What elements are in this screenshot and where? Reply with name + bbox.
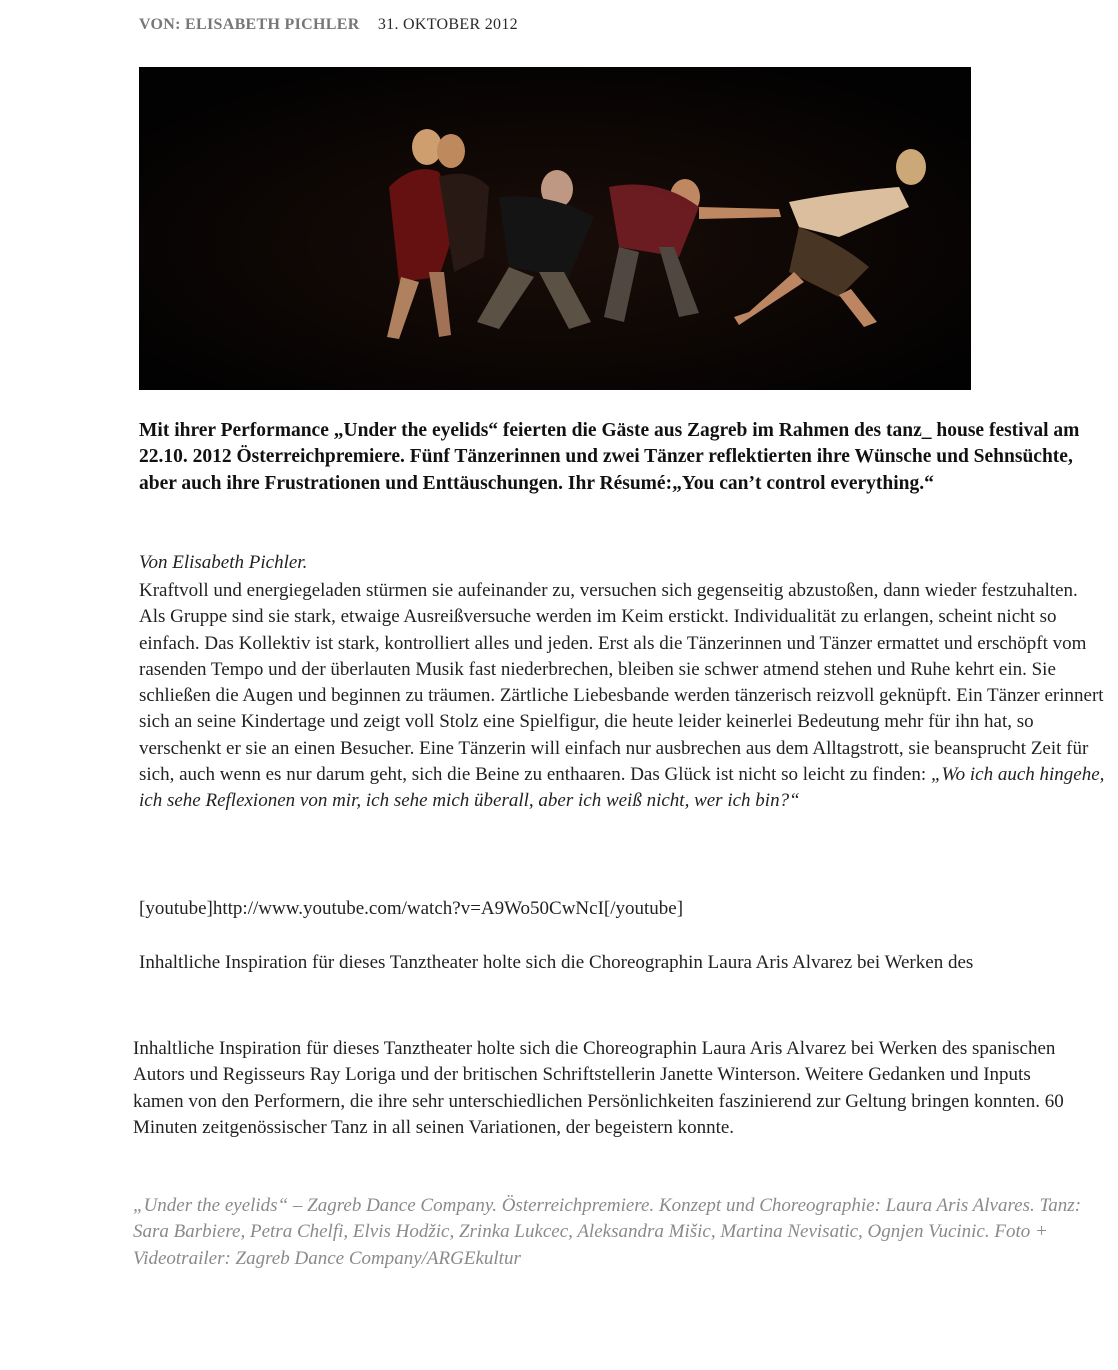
article-byline: Von Elisabeth Pichler. [139,552,308,573]
photo-caption: „Under the eyelids“ – Zagreb Dance Company. Österreichpremiere. Konzept und Choreographie: Laura Aris Alvares. Tanz: Sara Barbiere, Petra Chelfi, Elvis Hodžic, Zrinka Lukcec, Aleksandra Mišic, Martina Nevisatic, Ognjen Vucinic. Foto + Videotrailer: Zagreb Dance Company/ARGEkultur [133,1195,1082,1269]
youtube-embed-code: [youtube]http://www.youtube.com/watch?v=A9Wo50CwNcI[/youtube] [139,898,684,919]
article-paragraph-truncated: Inhaltliche Inspiration für dieses Tanztheater holte sich die Choreographin Laura Aris Alvarez bei Werken des [139,952,974,973]
article-paragraph: Inhaltliche Inspiration für dieses Tanztheater holte sich die Choreographin Laura Aris Alvarez bei Werken des spanischen Autors und Regisseurs Ray Loriga und der britischen Schriftstellerin Janette Winterson. Weitere Gedanken und Inputs kamen von den Performern, die ihre sehr unterschiedlichen Persönlichkeiten faszinierend zur Geltung bringen konnten. 60 Minuten zeitgenössischer Tanz in all seinen Variationen, der begeistern konnte. [133,1038,1064,1138]
publish-date: 31. OKTOBER 2012 [377,16,518,33]
article-lead: Mit ihrer Performance „Under the eyelids“ feierten die Gäste aus Zagreb im Rahmen des tanz_ house festival am 22.10. 2012 Österreichpremiere. Fünf Tänzerinnen und zwei Tänzer reflektierten ihre Wünsche und Sehnsüchte, aber auch ihre Frustrationen und Enttäuschungen. Ihr Résumé:„You can’t control everything.“ [139,420,1080,494]
article-paragraph [139,578,1105,815]
quote-text: „Wo ich auch hingehe, ich sehe Reflexionen von mir, ich sehe mich überall, aber ich weiß nicht, wer ich bin?“ [139,764,1105,812]
article-meta [139,16,518,34]
paragraph-text: Kraftvoll und energiegeladen stürmen sie aufeinander zu, versuchen sich gegenseitig abzustoßen, dann wieder festzuhalten. Als Gruppe sind sie stark, etwaige Ausreißversuche werden im Keim erstickt. Individualität zu erlangen, scheint nicht so einfach. Das Kollektiv ist stark, kontrolliert alles und jeden. Erst als die Tänzerinnen und Tänzer ermattet und erschöpft vom rasenden Tempo und der überlauten Musik fast niederbrechen, bleiben sie schwer atmend stehen und Ruhe kehrt ein. Sie schließen die Augen und beginnen zu träumen. Zärtliche Liebesbande werden tänzerisch reizvoll geknüpft. Ein Tänzer erinnert sich an seine Kindertage und zeigt voll Stolz eine Spielfigur, die heute leider keinerlei Bedeutung mehr für ihn hat, so verschenkt er sie an einen Besucher. Eine Tänzerin will einfach nur ausbrechen aus dem Alltagstrott, sie beansprucht Zeit für sich, auch wenn es nur darum geht, sich die Beine zu enthaaren. Das Glück ist nicht so leicht zu finden: [139,580,1104,786]
author-link[interactable]: VON: ELISABETH PICHLER [139,16,360,33]
article-photo [139,67,971,390]
dance-photo-icon [139,67,971,390]
